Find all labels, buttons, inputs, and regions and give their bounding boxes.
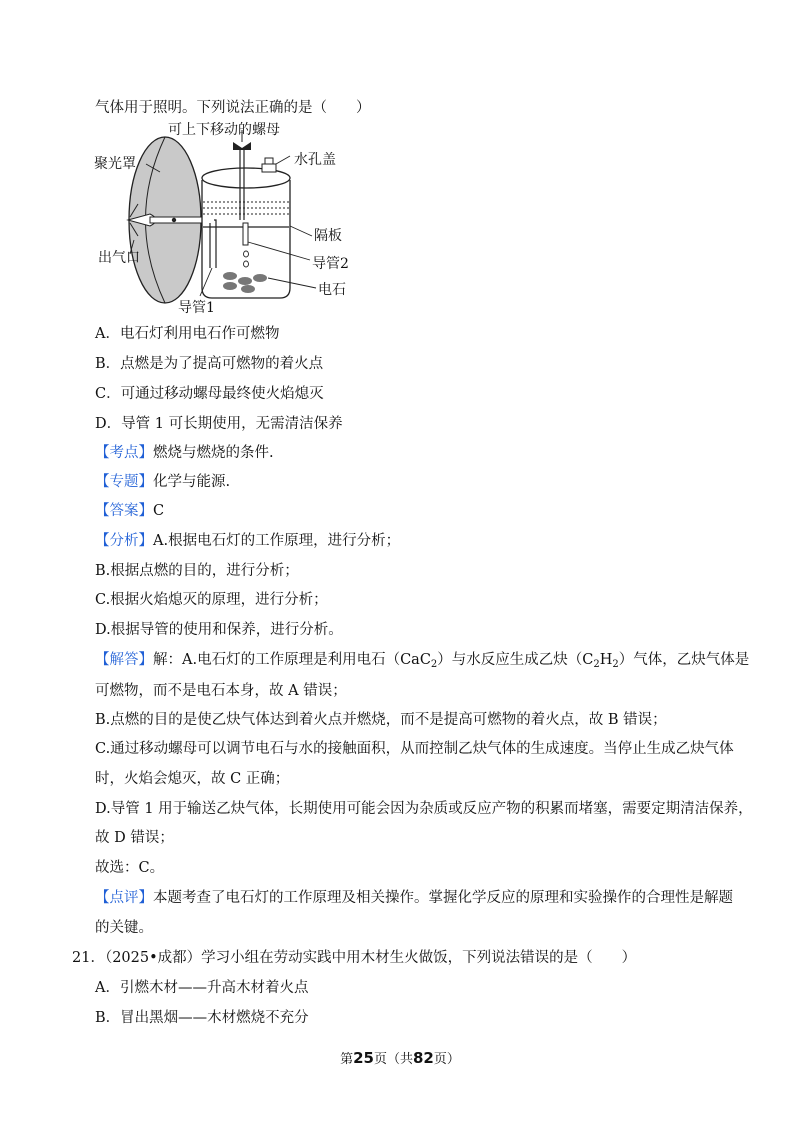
solution-line-3: B.点燃的目的是使乙炔气体达到着火点并燃烧，而不是提高可燃物的着火点，故 B 错误；: [95, 712, 667, 728]
analysis-line-3: C.根据火焰熄灭的原理，进行分析；: [95, 592, 328, 608]
comment-line-2: 的关键。: [95, 920, 153, 936]
answer-section: [95, 501, 164, 521]
question-21-option-b: B．冒出黑烟——木材燃烧不充分: [95, 1010, 309, 1026]
solution-tag: 【解答】: [95, 652, 153, 668]
solution-line-1: [95, 650, 749, 670]
subscript: 2: [612, 659, 619, 670]
solution-text-1e: H: [599, 652, 613, 668]
analysis-text-1: A.根据电石灯的工作原理，进行分析；: [153, 533, 401, 549]
question-intro: 气体用于照明。下列说法正确的是（ ）: [95, 100, 371, 116]
footer-total-pages: 82: [413, 1049, 434, 1067]
answer-text: C: [153, 503, 165, 519]
carbide-lamp-diagram: [90, 120, 360, 320]
label-carbide: 电石: [318, 282, 346, 298]
analysis-line-1: [95, 531, 400, 551]
kaodian-tag: 【考点】: [95, 445, 153, 461]
analysis-line-2: B.根据点燃的目的，进行分析；: [95, 563, 299, 579]
option-b: B．点燃是为了提高可燃物的着火点: [95, 356, 324, 372]
analysis-line-4: D.根据导管的使用和保养，进行分析。: [95, 622, 343, 638]
solution-line-5: 时，火焰会熄灭，故 C 正确；: [95, 771, 290, 787]
footer-mid: 页（共: [373, 1052, 413, 1067]
subscript: 2: [593, 659, 600, 670]
label-outlet: 出气口: [98, 250, 140, 266]
label-tube-1: 导管1: [178, 300, 215, 316]
label-partition: 隔板: [314, 228, 342, 244]
solution-line-4: C.通过移动螺母可以调节电石与水的接触面积，从而控制乙炔气体的生成速度。当停止生成乙炔气体: [95, 741, 734, 757]
zhuanti-section: [95, 472, 230, 492]
analysis-tag: 【分析】: [95, 533, 153, 549]
label-movable-nut: 可上下移动的螺母: [168, 122, 280, 138]
solution-text-1g: ）气体，乙炔气体是: [618, 652, 750, 668]
zhuanti-tag: 【专题】: [95, 474, 153, 490]
subscript: 2: [430, 659, 438, 670]
page-footer: [0, 1048, 800, 1067]
question-21-stem: 21．（2025•成都）学习小组在劳动实践中用木材生火做饭，下列说法错误的是（ ）: [72, 950, 637, 966]
solution-text-1a: 解：A.电石灯的工作原理是利用电石（CaC: [153, 652, 431, 668]
solution-line-2: 可燃物，而不是电石本身，故 A 错误；: [95, 683, 347, 699]
footer-pre: 第: [340, 1052, 354, 1067]
label-tube-2: 导管2: [312, 256, 349, 272]
comment-tag: 【点评】: [95, 890, 153, 906]
option-d: D．导管 1 可长期使用，无需清洁保养: [95, 416, 343, 432]
label-water-cap: 水孔盖: [294, 152, 336, 168]
answer-tag: 【答案】: [95, 503, 153, 519]
question-21-option-a: A．引燃木材——升高木材着火点: [95, 980, 309, 996]
kaodian-section: [95, 443, 274, 463]
footer-post: 页）: [433, 1052, 460, 1067]
option-c: C．可通过移动螺母最终使火焰熄灭: [95, 386, 324, 402]
solution-line-6: D.导管 1 用于输送乙炔气体，长期使用可能会因为杂质或反应产物的积累而堵塞，需要定期清洁保养，: [95, 801, 753, 817]
option-a: A．电石灯利用电石作可燃物: [95, 326, 280, 342]
solution-line-7: 故 D 错误；: [95, 830, 174, 846]
comment-line-1: [95, 888, 733, 908]
solution-line-8: 故选：C。: [95, 860, 165, 876]
label-reflector: 聚光罩: [94, 156, 136, 172]
footer-page-number: 25: [353, 1049, 374, 1067]
kaodian-text: 燃烧与燃烧的条件.: [153, 445, 274, 461]
comment-text-1: 本题考查了电石灯的工作原理及相关操作。掌握化学反应的原理和实验操作的合理性是解题: [153, 890, 733, 906]
solution-text-1c: ）与水反应生成乙炔（C: [437, 652, 594, 668]
zhuanti-text: 化学与能源.: [153, 474, 231, 490]
